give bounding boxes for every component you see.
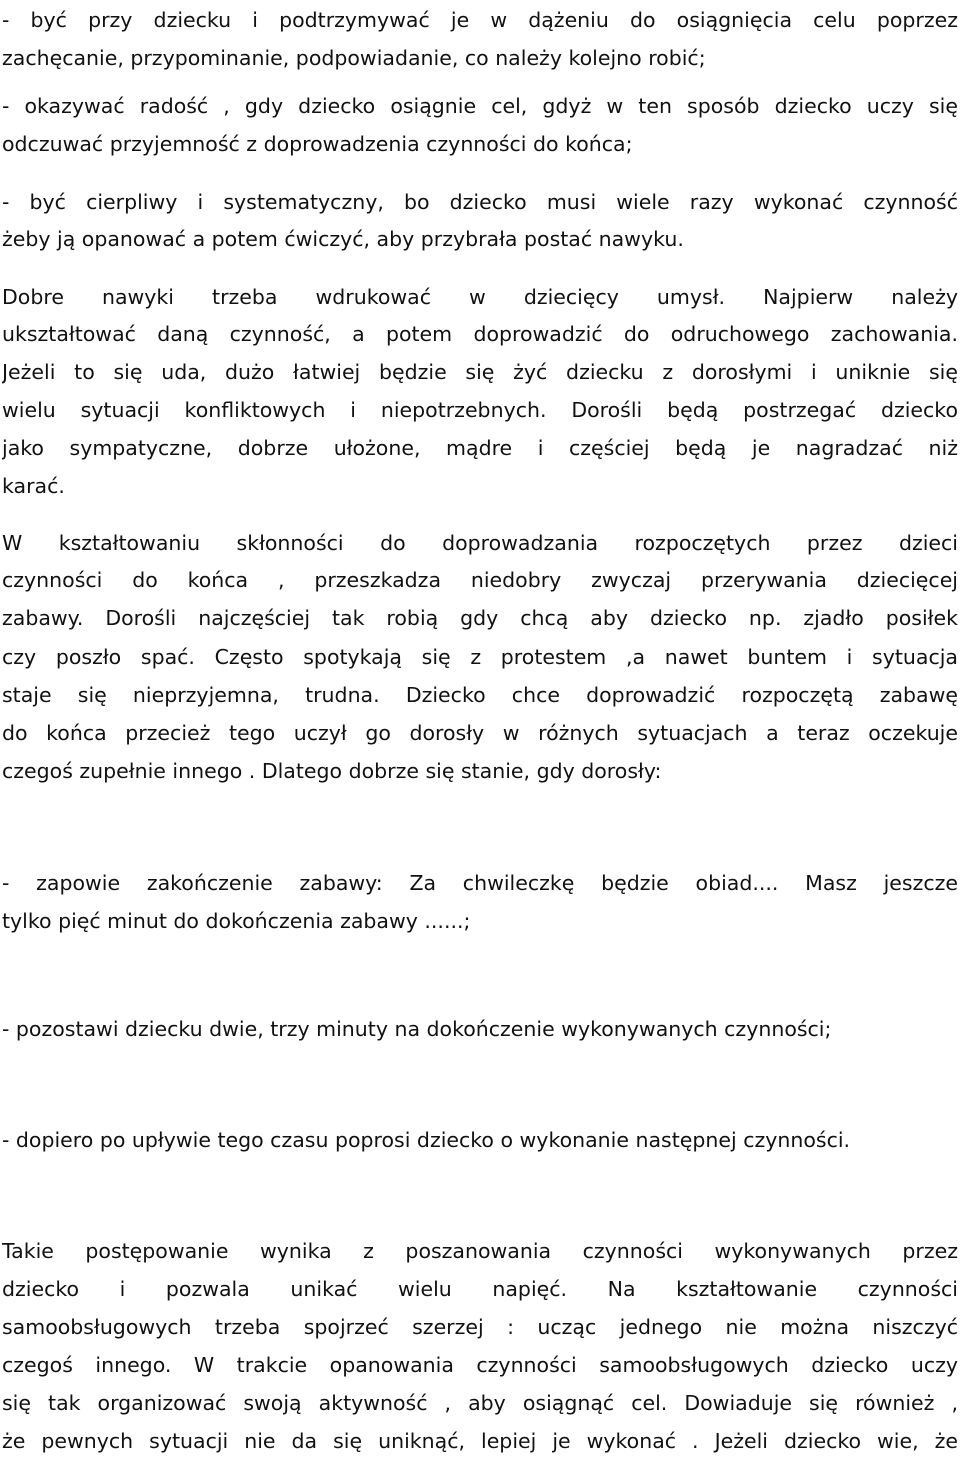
text-line: dziecko i pozwala unikać wielu napięć. Na kształtowanie czynności xyxy=(2,1277,958,1301)
text-line: tylko pięć minut do dokończenia zabawy ......; xyxy=(2,909,471,933)
text-line: czegoś innego. W trakcie opanowania czynności samoobsługowych dziecko uczy xyxy=(2,1353,958,1377)
text-line: - pozostawi dziecku dwie, trzy minuty na dokończenie wykonywanych czynności; xyxy=(2,1017,832,1041)
text-line: wielu sytuacji konfliktowych i niepotrzebnych. Dorośli będą postrzegać dziecko xyxy=(2,398,958,422)
text-line: - dopiero po upływie tego czasu poprosi dziecko o wykonanie następnej czynności. xyxy=(2,1128,851,1152)
text-line: Jeżeli to się uda, dużo łatwiej będzie się żyć dziecku z dorosłymi i uniknie się xyxy=(2,360,958,384)
text-line: karać. xyxy=(2,474,65,498)
text-line: - okazywać radość , gdy dziecko osiągnie cel, gdyż w ten sposób dziecko uczy się xyxy=(2,94,958,118)
text-line: staje się nieprzyjemna, trudna. Dziecko chce doprowadzić rozpoczętą zabawę xyxy=(2,683,958,707)
text-line: czynności do końca , przeszkadza niedobry zwyczaj przerywania dziecięcej xyxy=(2,568,958,592)
text-line: czegoś zupełnie innego . Dlatego dobrze się stanie, gdy dorosły: xyxy=(2,759,662,783)
text-line: - zapowie zakończenie zabawy: Za chwileczkę będzie obiad.... Masz jeszcze xyxy=(2,871,958,895)
text-line: do końca przecież tego uczył go dorosły w różnych sytuacjach a teraz oczekuje xyxy=(2,721,958,745)
text-line: odczuwać przyjemność z doprowadzenia czynności do końca; xyxy=(2,132,633,156)
text-line: samoobsługowych trzeba spojrzeć szerzej : ucząc jednego nie można niszczyć xyxy=(2,1315,958,1339)
text-line: żeby ją opanować a potem ćwiczyć, aby przybrała postać nawyku. xyxy=(2,227,684,251)
text-line: - być cierpliwy i systematyczny, bo dziecko musi wiele razy wykonać czynność xyxy=(2,190,958,214)
text-line: czy poszło spać. Często spotykają się z protestem ,a nawet buntem i sytuacja xyxy=(2,645,958,669)
text-line: się tak organizować swoją aktywność , aby osiągnąć cel. Dowiaduje się również , xyxy=(2,1391,958,1415)
text-line: jako sympatyczne, dobrze ułożone, mądre i częściej będą je nagradzać niż xyxy=(2,436,958,460)
text-line: W kształtowaniu skłonności do doprowadzania rozpoczętych przez dzieci xyxy=(2,531,958,555)
text-line: - być przy dziecku i podtrzymywać je w dążeniu do osiągnięcia celu poprzez xyxy=(2,8,958,32)
text-line: zabawy. Dorośli najczęściej tak robią gdy chcą aby dziecko np. zjadło posiłek xyxy=(2,606,958,630)
text-line: że pewnych sytuacji nie da się uniknąć, lepiej je wykonać . Jeżeli dziecko wie, że xyxy=(2,1429,958,1453)
text-line: ukształtować daną czynność, a potem doprowadzić do odruchowego zachowania. xyxy=(2,322,958,346)
text-line: Takie postępowanie wynika z poszanowania czynności wykonywanych przez xyxy=(2,1239,958,1263)
text-line: zachęcanie, przypominanie, podpowiadanie, co należy kolejno robić; xyxy=(2,46,706,70)
text-line: Dobre nawyki trzeba wdrukować w dziecięcy umysł. Najpierw należy xyxy=(2,285,958,309)
